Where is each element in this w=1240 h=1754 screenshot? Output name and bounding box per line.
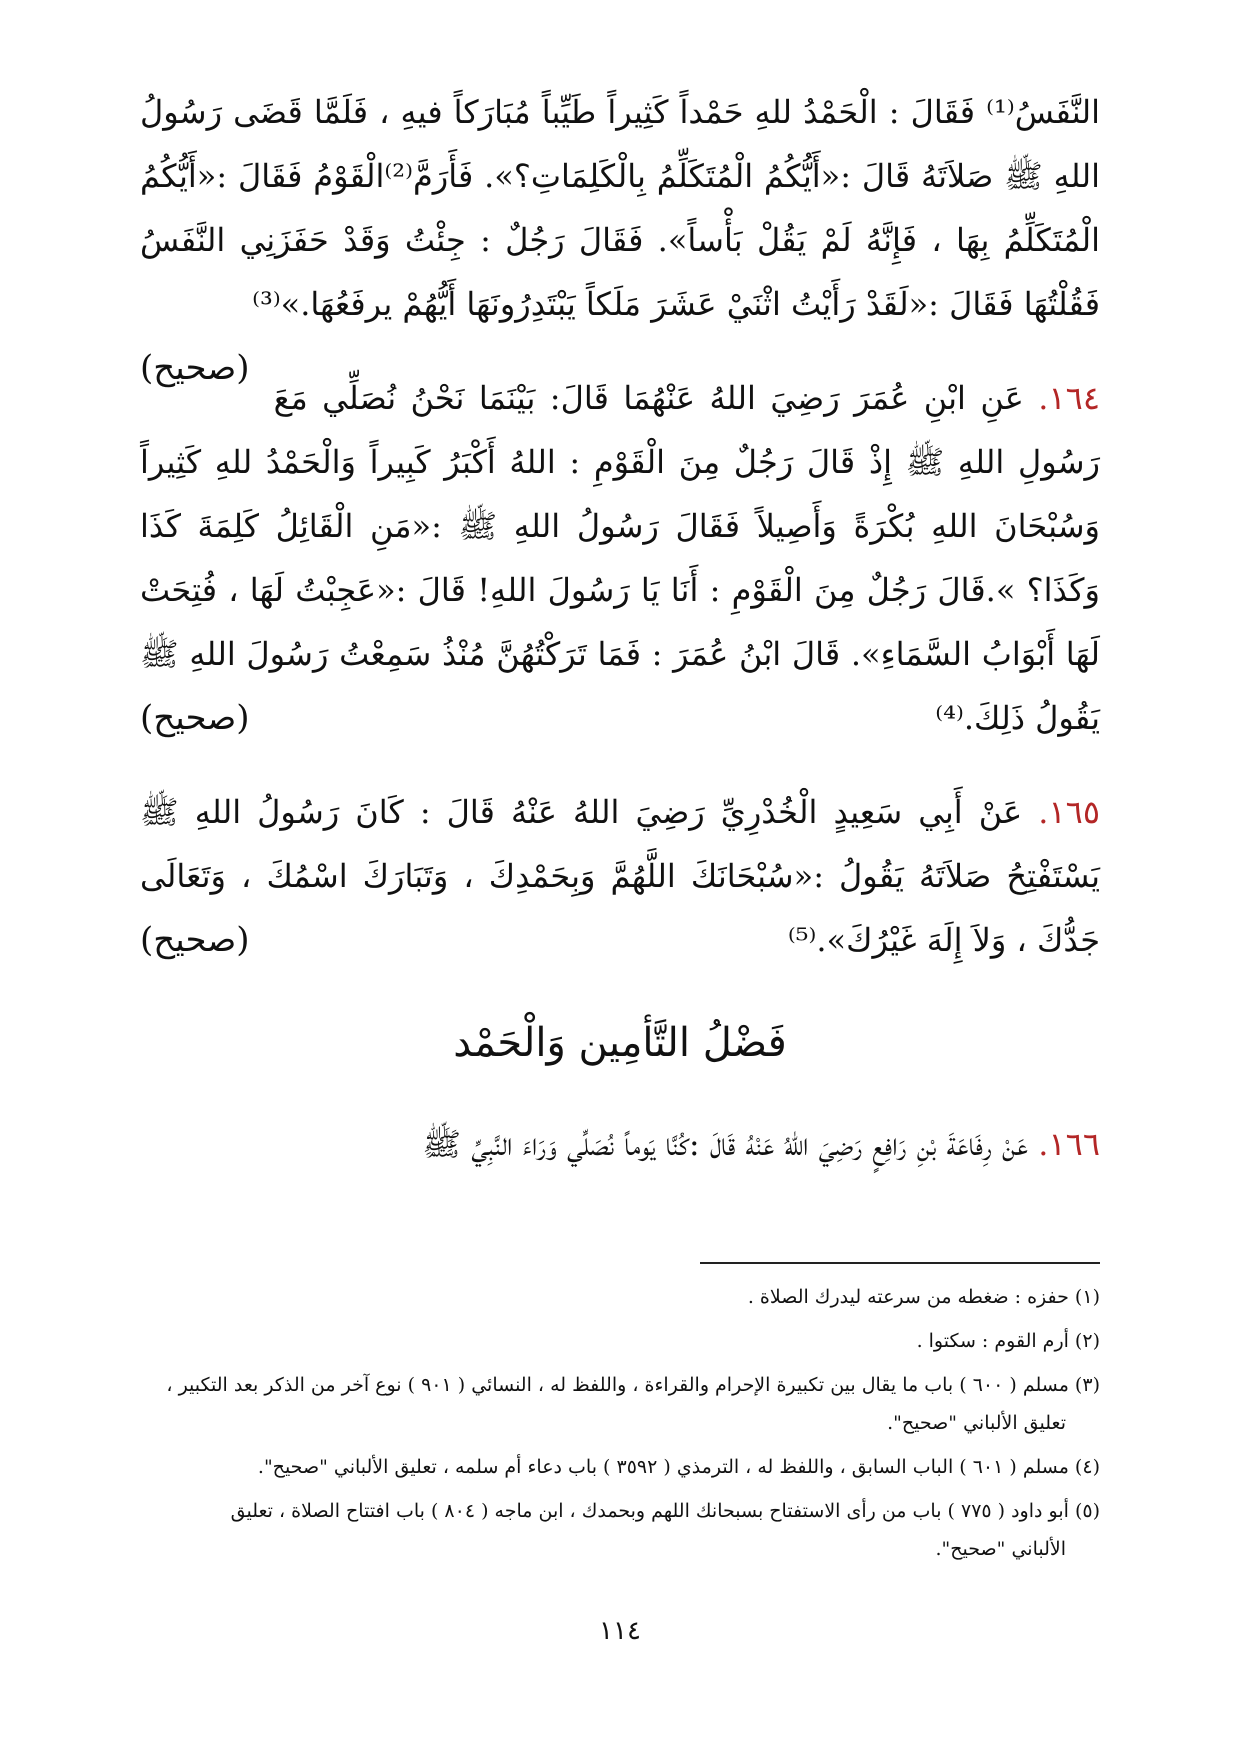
hadith-number: ١٦٥.: [1038, 793, 1101, 831]
hadith-paragraph-165: [140, 780, 1100, 972]
hadith-text: عَنْ رِفَاعَةَ بْنِ رَافِعٍ رَضِيَ اللهُ عَنْهُ قَالَ :كُنَّا يَوماً نُصَلِّي وَرَاءَ النَّبِيِّ ﷺ: [422, 1125, 1029, 1163]
footnote-text: (١) حفزه : ضغطه من سرعته ليدرك الصلاة .: [747, 1286, 1100, 1308]
footnote-text: (٣) مسلم ( ٦٠٠ ) باب ما يقال بين تكبيرة الإحرام والقراءة ، واللفظ له ، النسائي ( ٩٠١ ) نوع آخر من الذكر بعد التكبير ،: [166, 1374, 1100, 1396]
page-body: [140, 80, 1100, 1206]
footnote-1: [140, 1278, 1100, 1316]
hadith-paragraph-164: [140, 366, 1100, 750]
hadith-paragraph-continued: [140, 80, 1101, 388]
footnote-divider: [700, 1262, 1100, 1264]
footnote-text: (٤) مسلم ( ٦٠١ ) الباب السابق ، واللفظ له ، الترمذي ( ٣٥٩٢ ) باب دعاء أم سلمه ، تعليق الألباني "صحيح".: [257, 1456, 1100, 1478]
footnote-3: [140, 1366, 1100, 1442]
footnote-5: [140, 1492, 1100, 1568]
footnotes: [140, 1278, 1100, 1574]
section-heading: فَضْلُ التَّأمِين وَالْحَمْد: [453, 1020, 787, 1066]
grade-badge: (صحيح): [140, 698, 250, 738]
footnote-text: (٢) أرم القوم : سكتوا .: [916, 1330, 1100, 1352]
footnote-4: [140, 1448, 1100, 1486]
hadith-text: عَنِ ابْنِ عُمَرَ رَضِيَ اللهُ عَنْهُمَا قَالَ: بَيْنَمَا نَحْنُ نُصَلِّي مَعَ رَسُولِ اللهِ ﷺ إِذْ قَالَ رَجُلٌ مِنَ الْقَوْمِ : اللهُ أَكْبَرُ كَبِيراً وَالْحَمْدُ للهِ كَثِيراً وَسُبْحَانَ اللهِ بُكْرَةً وَأَصِيلاً فَقَالَ رَسُولُ اللهِ ﷺ :«مَنِ الْقَائِلُ كَلِمَةَ كَذَا وَكَذَا؟ ».قَالَ رَجُلٌ مِنَ الْقَوْمِ : أَنَا يَا رَسُولَ اللهِ! قَالَ :«عَجِبْتُ لَهَا ، فُتِحَتْ لَهَا أَبْوَابُ السَّمَاءِ». قَالَ ابْنُ عُمَرَ : فَمَا تَرَكْتُهُنَّ مُنْذُ سَمِعْتُ رَسُولَ اللهِ ﷺ يَقُولُ ذَلِكَ.⁽⁴⁾: [140, 379, 1100, 737]
hadith-text: النَّفَسُ⁽¹⁾ فَقَالَ : الْحَمْدُ للهِ حَمْداً كَثِيراً طَيِّباً مُبَارَكاً فيهِ ، فَلَمَّا قَضَى رَسُولُ اللهِ ﷺ صَلاَتَهُ قَالَ :«أَيُّكُمُ الْمُتَكَلِّمُ بِالْكَلِمَاتِ؟». فَأَرَمَّ⁽²⁾الْقَوْمُ فَقَالَ :«أَيُّكُمُ الْمُتَكَلِّمُ بِهَا ، فَإِنَّهُ لَمْ يَقُلْ بَأْساً». فَقَالَ رَجُلٌ : جِئْتُ وَقَدْ حَفَزَنِي النَّفَسُ فَقُلْتُهَا فَقَالَ :«لَقَدْ رَأَيْتُ اثْنَيْ عَشَرَ مَلَكاً يَبْتَدِرُونَهَا أَيُّهُمْ يرفَعُهَا.»⁽³⁾: [140, 93, 1101, 323]
hadith-text: عَنْ أَبِي سَعِيدٍ الْخُدْرِيِّ رَضِيَ اللهُ عَنْهُ قَالَ : كَانَ رَسُولُ اللهِ ﷺ يَسْتَفْتِحُ صَلاَتَهُ يَقُولُ :«سُبْحَانَكَ اللَّهُمَّ وَبِحَمْدِكَ ، وَتَبَارَكَ اسْمُكَ ، وَتَعَالَى جَدُّكَ ، وَلاَ إِلَهَ غَيْرُكَ».⁽⁵⁾: [140, 793, 1100, 959]
footnote-2: [140, 1322, 1100, 1360]
grade-badge: (صحيح): [140, 348, 250, 388]
footnote-text: (٥) أبو داود ( ٧٧٥ ) باب من رأى الاستفتاح بسبحانك اللهم وبحمدك ، ابن ماجه ( ٨٠٤ ) باب افتتاح الصلاة ، تعليق: [230, 1500, 1100, 1522]
hadith-paragraph-166: [140, 1112, 1100, 1176]
grade-badge: (صحيح): [140, 920, 250, 960]
footnote-continuation: تعليق الألباني "صحيح".: [887, 1412, 1066, 1434]
hadith-number: ١٦٦.: [1038, 1125, 1100, 1163]
footnote-continuation: الألباني "صحيح".: [935, 1538, 1066, 1560]
page-number: ١١٤: [599, 1616, 641, 1646]
hadith-number: ١٦٤.: [1038, 379, 1101, 417]
